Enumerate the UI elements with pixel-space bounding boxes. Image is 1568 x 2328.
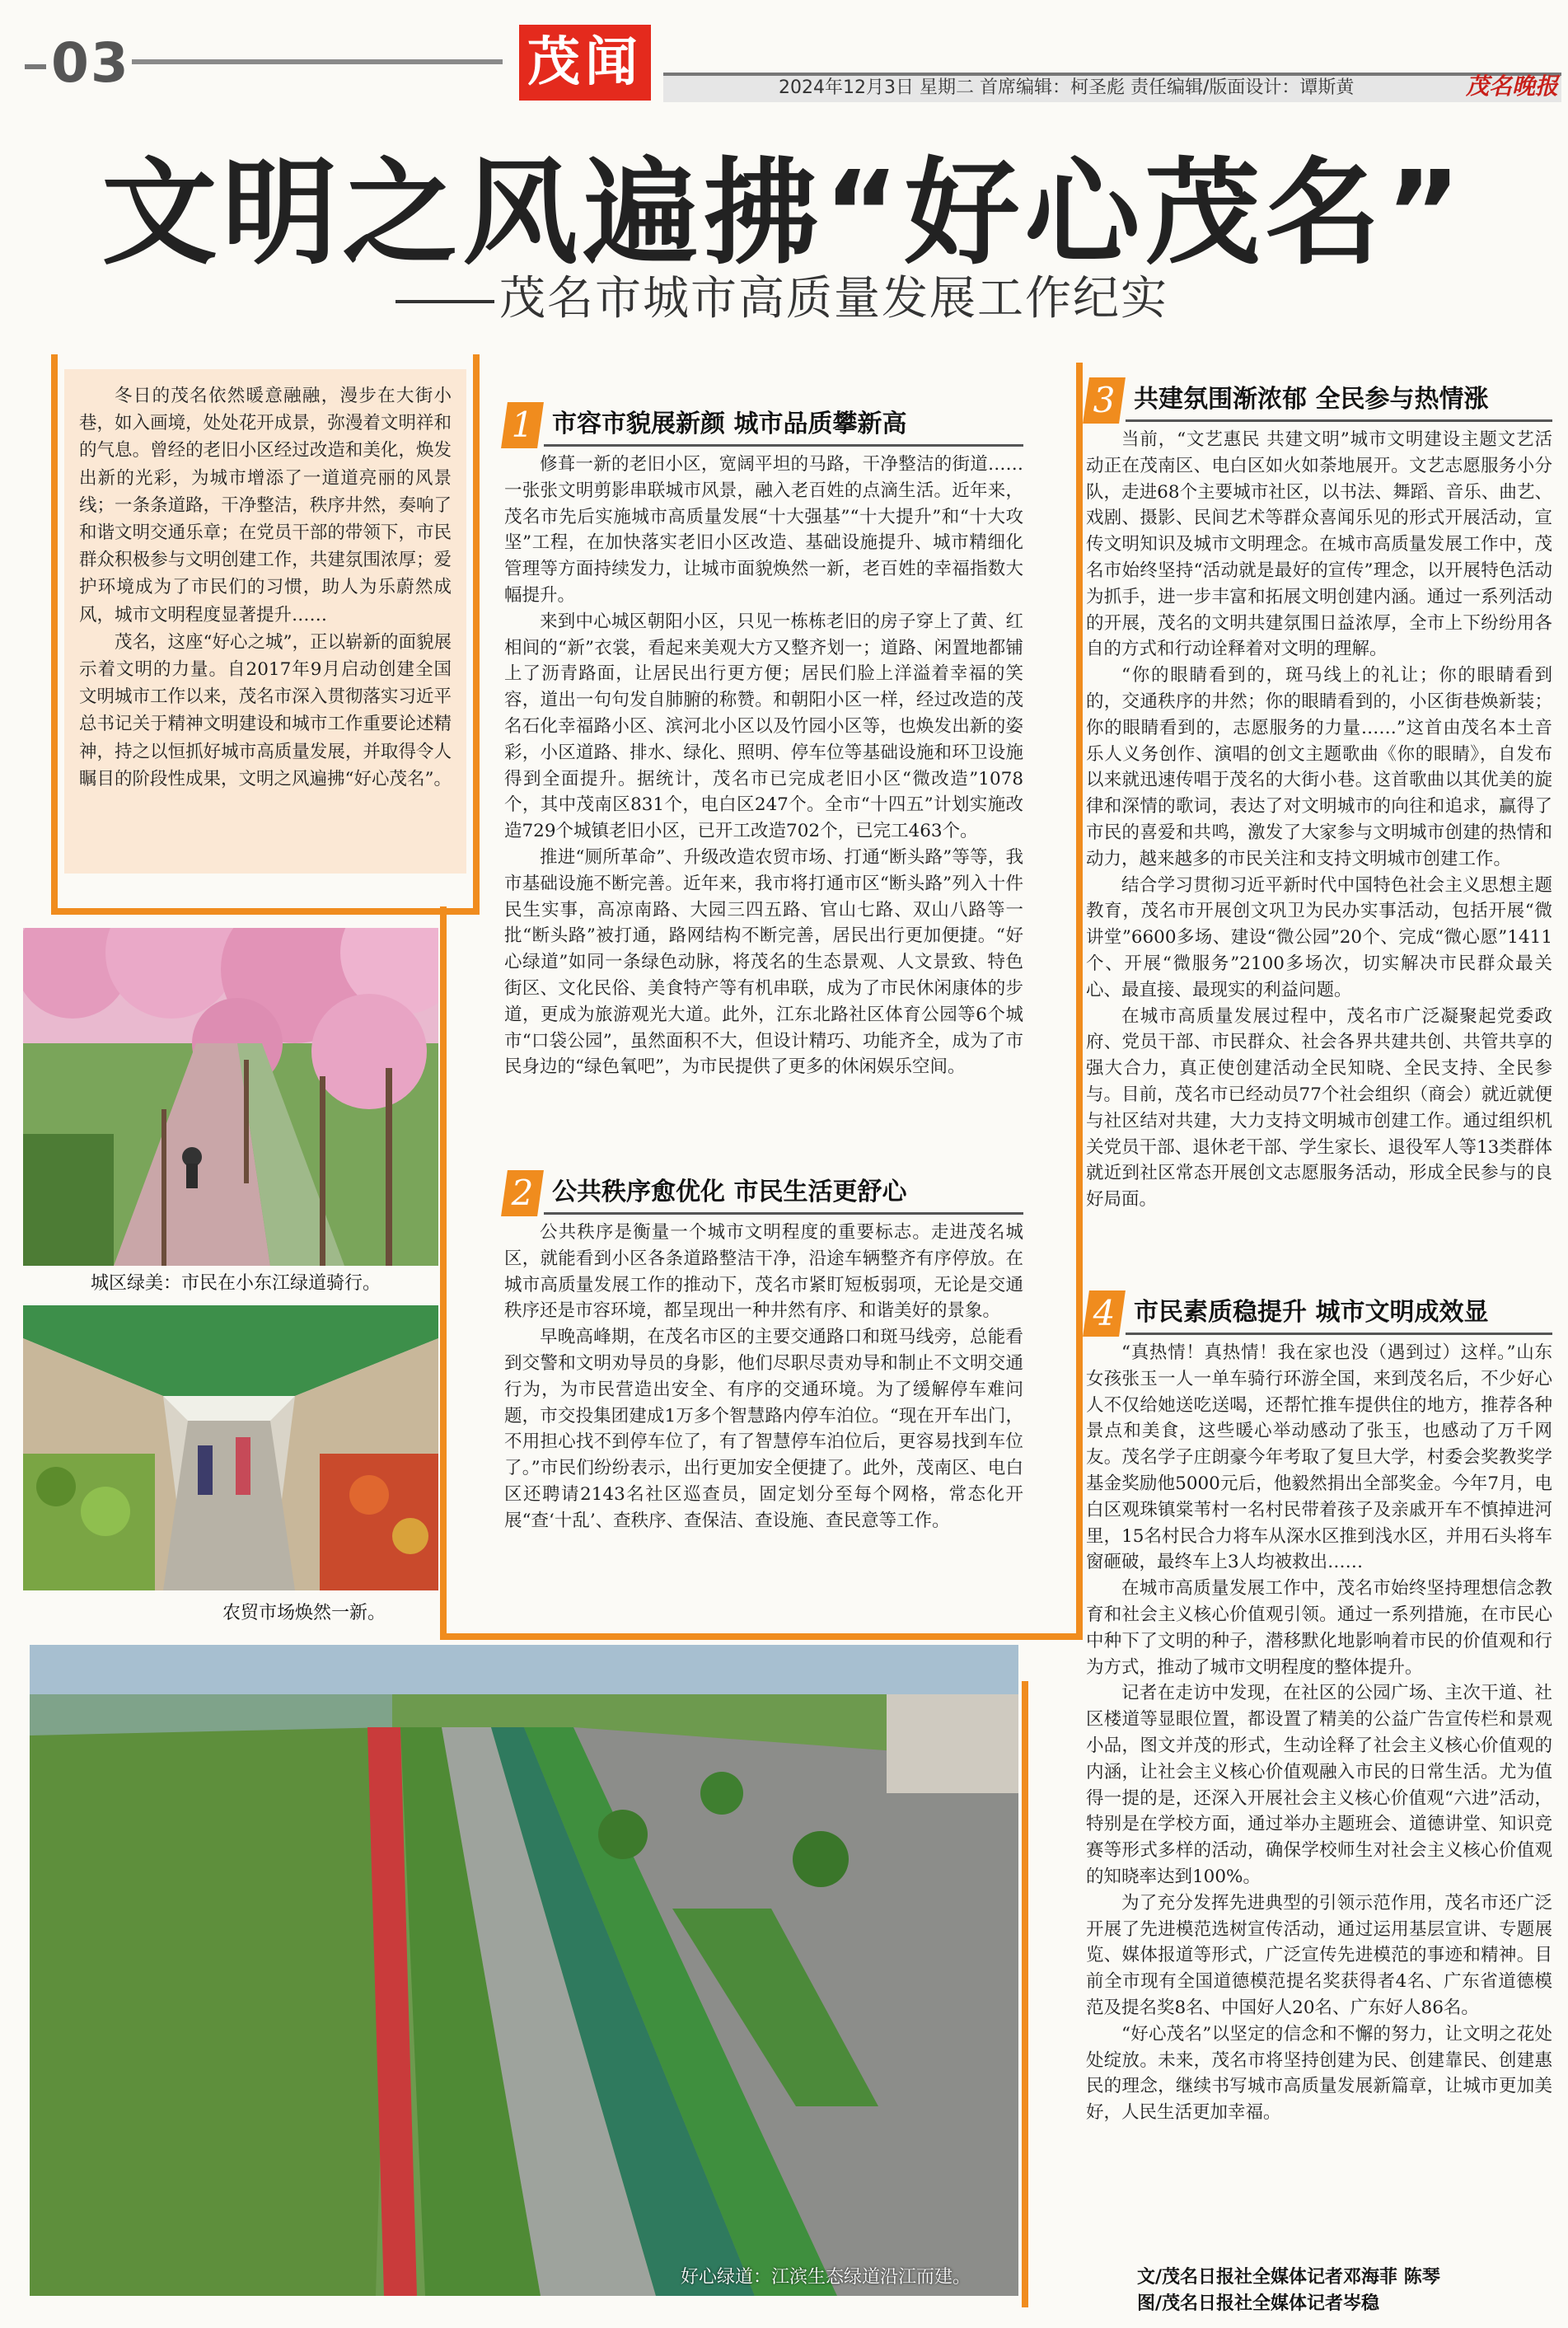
intro-paragraph: 冬日的茂名依然暖意融融，漫步在大街小巷，如入画境，处处花开成景，弥漫着文明祥和的气息。曾经的老旧小区经过改造和美化，焕发出新的光彩，为城市增添了一道道亮丽的风景线；一条条道路，干净整洁，秩序井然，奏响了和谐文明交通乐章；在党员干部的带领下，市民群众积极参与文明创建工作，共建氛围浓厚；爱护环境成为了市民们的习惯，助人为乐蔚然成风，城市文明程度显著提升…… <box>79 386 452 625</box>
body-paragraph: “你的眼睛看到的，斑马线上的礼让；你的眼睛看到的，交通秩序的井然；你的眼睛看到的，小区街巷焕新装；你的眼睛看到的，志愿服务的力量……”这首由茂名本土音乐人义务创作、演唱的创文主题歌曲《你的眼睛》，自发布以来就迅速传唱于茂名的大街小巷。这首歌曲以其优美的旋律和深情的歌词，表达了对文明城市的向往和追求，赢得了市民的喜爱和共鸣，激发了大家参与文明城市创建的热情和动力，越来越多的市民关注和支持文明城市创建工作。 <box>1086 665 1552 869</box>
frame-line <box>440 906 447 1640</box>
section-2 <box>504 1170 1023 1534</box>
photo-greenway-cycling <box>23 928 438 1266</box>
main-headline: 文明之风遍拂“好心茂名” <box>101 147 1467 281</box>
frame-line <box>51 908 480 915</box>
intro-box <box>64 369 466 874</box>
body-paragraph: 为了充分发挥先进典型的引领示范作用，茂名市还广泛开展了先进模范选树宣传活动，通过运用基层宣讲、专题展览、媒体报道等形式，广泛宣传先进模范的事迹和精神。目前全市现有全国道德模范提名奖获得者4名、广东省道德模范及提名奖8名、中国好人20名、广东好人86名。 <box>1086 1892 1552 2018</box>
section-number-badge: 1 <box>504 402 544 448</box>
header-rule <box>132 59 503 64</box>
photo-credit: 图/茂名日报社全媒体记者岑稳 <box>1137 2293 1380 2314</box>
page-number: 03 <box>25 31 130 95</box>
photo-riverside-greenway <box>30 1645 1018 2296</box>
frame-line <box>1022 1681 1028 2307</box>
section-number-badge: 3 <box>1086 377 1126 424</box>
header-info-bar <box>663 73 1561 102</box>
intro-paragraph: 茂名，这座“好心之城”，正以崭新的面貌展示着文明的力量。自2017年9月启动创建全国文明城市工作以来，茂名市深入贯彻落实习近平总书记关于精神文明建设和城市工作重要论述精神，持之以恒抓好城市高质量发展，并取得令人瞩目的阶段性成果，文明之风遍拂“好心茂名”。 <box>79 631 452 789</box>
frame-line <box>51 354 58 915</box>
section-heading <box>504 402 1023 448</box>
body-paragraph: 来到中心城区朝阳小区，只见一栋栋老旧的房子穿上了黄、红相间的“新”衣裳，看起来美观大方又整齐划一；道路、闲置地都铺上了沥青路面，让居民出行更方便；居民们脸上洋溢着幸福的笑容，道出一句句发自肺腑的称赞。和朝阳小区一样，经过改造的茂名石化幸福路小区、滨河北小区以及竹园小区等，也焕发出新的姿彩，小区道路、排水、绿化、照明、停车位等基础设施和环卫设施得到全面提升。据统计，茂名市已完成老旧小区“微改造”1078个，其中茂南区831个，电白区247个。全市“十四五”计划实施改造729个城镇老旧小区，已开工改造702个，已完工463个。 <box>504 611 1023 842</box>
photo-caption: 农贸市场焕然一新。 <box>222 1603 386 1623</box>
body-paragraph: 修葺一新的老旧小区，宽阔平坦的马路，干净整洁的街道……一张张文明剪影串联城市风景，融入老百姓的点滴生活。近年来，茂名市先后实施城市高质量发展“十大强基”“十大提升”和“十大攻坚”工程，在加快落实老旧小区改造、基础设施提升、城市精细化管理等方面持续发力，让城市面貌焕然一新，老百姓的幸福指数大幅提升。 <box>504 454 1023 606</box>
frame-line <box>1076 363 1083 1640</box>
body-paragraph: 推进“厕所革命”、升级改造农贸市场、打通“断头路”等等，我市基础设施不断完善。近年来，我市将打通市区“断头路”列入十件民生实事，高凉南路、大园三四五路、官山七路、双山八路等一批“断头路”被打通，路网结构不断完善，居民出行更加便捷。“好心绿道”如同一条绿色动脉，将茂名的生态景观、人文景致、特色街区、文化民俗、美食特产等有机串联，成为了市民休闲康体的步道，更成为旅游观光大道。此外，江东北路社区体育公园等6个城市“口袋公园”，虽然面积不大，但设计精巧、功能齐全，成为了市民身边的“绿色氧吧”，为市民提供了更多的休闲娱乐空间。 <box>504 846 1023 1078</box>
photo-farmers-market <box>23 1305 438 1590</box>
body-paragraph: 早晚高峰期，在茂名市区的主要交通路口和斑马线旁，总能看到交警和文明劝导员的身影，他们尽职尽责劝导和制止不文明交通行为，为市民营造出安全、有序的交通环境。为了缓解停车难问题，市交投集团建成1万多个智慧路内停车泊位。“现在开车出门，不用担心找不到停车位了，有了智慧停车泊位后，更容易找到车位了。”市民们纷纷表示，出行更加安全便捷了。此外，茂南区、电白区还聘请2143名社区巡查员，固定划分至每个网格，常态化开展“查‘十乱’、查秩序、查保洁、查设施、查民意等工作。 <box>504 1327 1023 1531</box>
body-paragraph: 在城市高质量发展工作中，茂名市始终坚持理想信念教育和社会主义核心价值观引领。通过一系列措施，在市民心中种下了文明的种子，潜移默化地影响着市民的价值观和行为方式，推动了城市文明程度的整体提升。 <box>1086 1578 1552 1678</box>
section-heading <box>504 1170 1023 1216</box>
body-paragraph: “好心茂名”以坚定的信念和不懈的努力，让文明之花处处绽放。未来，茂名市将坚持创建为民、创建靠民、创建惠民的理念，继续书写城市高质量发展新篇章，让城市更加美好，人民生活更加幸福。 <box>1086 2023 1552 2124</box>
frame-line <box>440 1633 1083 1640</box>
section-heading <box>1086 1290 1552 1337</box>
body-paragraph: 记者在走访中发现，在社区的公园广场、主次干道、社区楼道等显眼位置，都设置了精美的公益广告宣传栏和景观小品，图文并茂的形式，生动诠释了社会主义核心价值观的内涵，让社会主义核心价值观融入市民的日常生活。尤为值得一提的是，还深入开展社会主义核心价值观“六进”活动，特别是在学校方面，通过举办主题班会、道德讲堂、知识竞赛等形式多样的活动，确保学校师生对社会主义核心价值观的知晓率达到100%。 <box>1086 1683 1552 1887</box>
section-title: 公共秩序愈优化 市民生活更舒心 <box>544 1173 1023 1215</box>
section-number-badge: 2 <box>504 1170 544 1216</box>
section-4 <box>1086 1290 1552 2126</box>
section-heading <box>1086 377 1552 424</box>
section-title: 共建氛围渐浓郁 全民参与热情涨 <box>1126 380 1552 422</box>
frame-line <box>473 354 480 915</box>
body-paragraph: 当前，“文艺惠民 共建文明”城市文明建设主题文艺活动正在茂南区、电白区如火如荼地展开。文艺志愿服务小分队，走进68个主要城市社区，以书法、舞蹈、音乐、曲艺、戏剧、摄影、民间艺术等群众喜闻乐见的形式开展活动，宣传文明知识及城市文明理念。在城市高质量发展工作中，茂名市始终坚持“活动就是最好的宣传”理念，以开展特色活动为抓手，进一步丰富和拓展文明创建内涵。通过一系列活动的开展，茂名的文明共建氛围日益浓厚，全市上下纷纷用各自的方式和行动诠释着对文明的理解。 <box>1086 429 1552 660</box>
section-number-badge: 4 <box>1086 1290 1126 1337</box>
body-paragraph: “真热情！真热情！我在家也没（遇到过）这样。”山东女孩张玉一人一单车骑行环游全国，来到茂名后，不少好心人不仅给她送吃送喝，还帮忙推车提供住的地方，推荐各种景点和美食，这些暖心举动感动了张玉，也感动了万千网友。茂名学子庄朗豪今年考取了复旦大学，村委会奖教奖学基金奖励他5000元后，他毅然捐出全部奖金。今年7月，电白区观珠镇棠苇村一名村民带着孩子及亲戚开车不慎掉进河里，15名村民合力将车从深水区推到浅水区，并用石头将车窗砸破，最终车上3人均被救出…… <box>1086 1342 1552 1573</box>
body-paragraph: 在城市高质量发展过程中，茂名市广泛凝聚起党委政府、党员干部、市民群众、社会各界共建共创、共管共享的强大合力，真正使创建活动全民知晓、全民支持、全民参与。目前，茂名市已经动员77个社会组织（商会）就近就便与社区结对共建，大力支持文明城市创建工作。通过组织机关党员干部、退休老干部、学生家长、退役军人等13类群体就近到社区常态开展创文志愿服务活动，形成全民参与的良好局面。 <box>1086 1005 1552 1211</box>
section-3 <box>1086 377 1552 1213</box>
issue-info: 2024年12月3日 星期二 首席编辑：柯圣彪 责任编辑/版面设计：谭斯黄 <box>779 77 1355 98</box>
body-paragraph: 结合学习贯彻习近平新时代中国特色社会主义思想主题教育，茂名市开展创文巩卫为民办实事活动，包括开展“微讲堂”6600多场、建设“微公园”20个、完成“微心愿”1411个、开展“微服务”2100多场次，切实解决市民群众最关心、最直接、最现实的利益问题。 <box>1086 874 1552 1000</box>
author-credit: 文/茂名日报社全媒体记者邓海菲 陈琴 <box>1137 2267 1440 2288</box>
body-paragraph: 公共秩序是衡量一个城市文明程度的重要标志。走进茂名城区，就能看到小区各条道路整洁干净，沿途车辆整齐有序停放。在城市高质量发展工作的推动下，茂名市紧盯短板弱项，无论是交通秩序还是市容环境，都呈现出一种井然有序、和谐美好的景象。 <box>504 1222 1023 1322</box>
paper-name: 茂名晚报 <box>1465 73 1558 100</box>
section-tag: 茂闻 <box>519 25 651 101</box>
photo-caption: 好心绿道：江滨生态绿道沿江而建。 <box>681 2267 971 2288</box>
section-title: 市容市貌展新颜 城市品质攀新高 <box>544 405 1023 447</box>
section-title: 市民素质稳提升 城市文明成效显 <box>1126 1293 1552 1335</box>
sub-headline: 茂名市城市高质量发展工作纪实 <box>396 262 1168 328</box>
section-1 <box>504 402 1023 1080</box>
photo-caption: 城区绿美：市民在小东江绿道骑行。 <box>91 1273 381 1294</box>
